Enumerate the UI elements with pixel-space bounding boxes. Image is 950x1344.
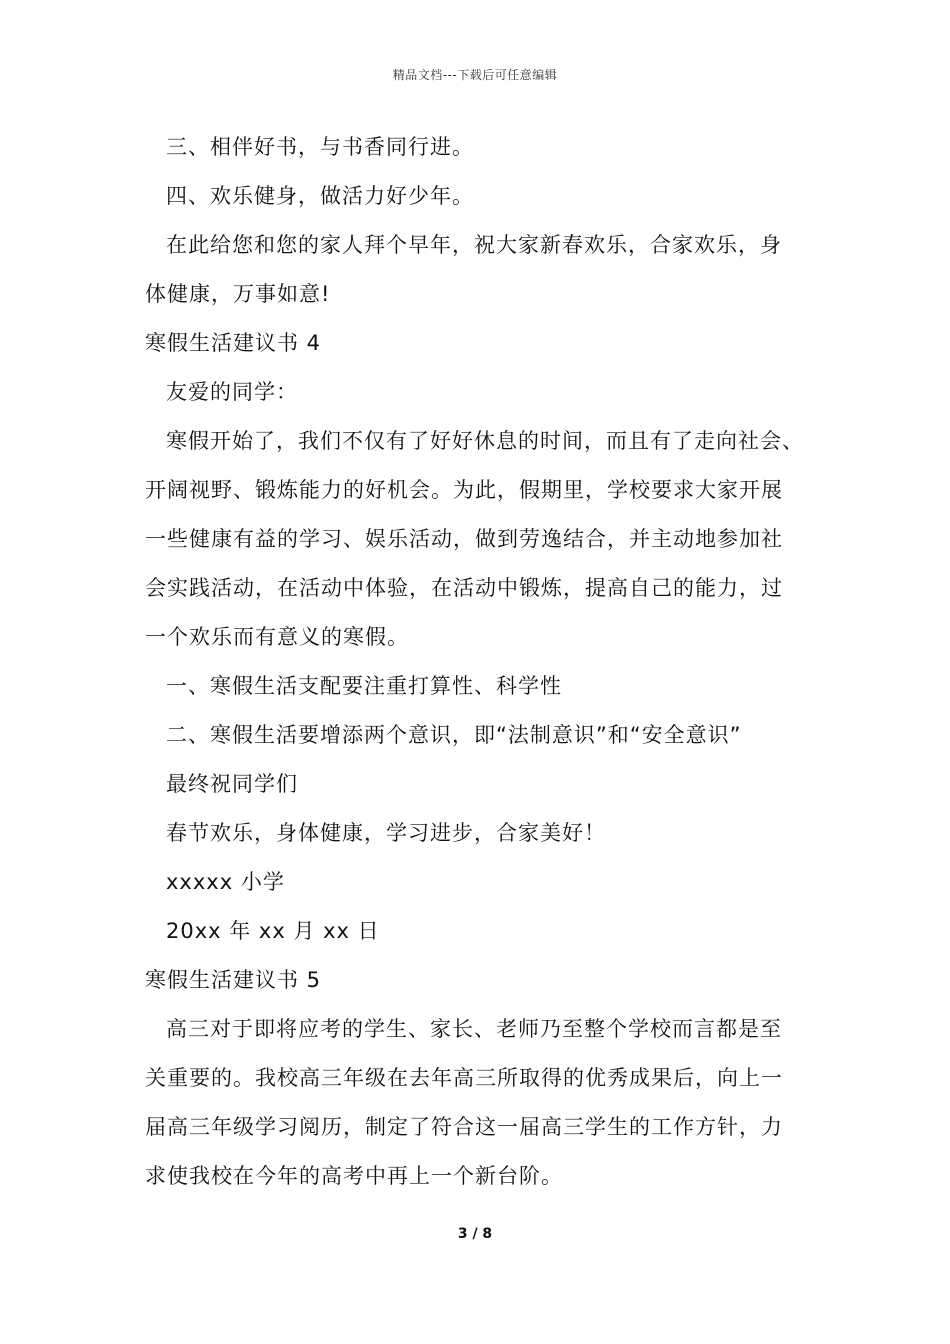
paragraph-line: 在此给您和您的家人拜个早年，祝大家新春欢乐，合家欢乐，身 (166, 233, 782, 257)
closing-line: 最终祝同学们 (166, 772, 298, 796)
salutation: 友爱的同学： (166, 380, 298, 404)
list-item: 三、相伴好书，与书香同行进。 (166, 135, 474, 159)
section-heading: 寒假生活建议书 5 (145, 968, 322, 992)
list-item: 四、欢乐健身，做活力好少年。 (166, 184, 474, 208)
paragraph-line: 一些健康有益的学习、娱乐活动，做到劳逸结合，并主动地参加社 (145, 527, 783, 551)
paragraph-line: 体健康，万事如意! (145, 282, 331, 306)
list-item: 二、寒假生活要增添两个意识，即“法制意识”和“安全意识” (166, 723, 742, 747)
paragraph-line: 求使我校在今年的高考中再上一个新台阶。 (145, 1164, 563, 1188)
paragraph-line: 寒假开始了，我们不仅有了好好休息的时间，而且有了走向社会、 (166, 429, 804, 453)
paragraph-line: 高三对于即将应考的学生、家长、老师乃至整个学校而言都是至 (166, 1017, 782, 1041)
signature-date: 20xx 年 xx 月 xx 日 (166, 919, 380, 943)
page-number: 3 / 8 (457, 1226, 493, 1242)
document-body (145, 128, 825, 1206)
paragraph-line: 开阔视野、锻炼能力的好机会。为此，假期里，学校要求大家开展 (145, 478, 783, 502)
page-header: 精品文档---下载后可任意编辑 (392, 68, 558, 82)
list-item: 一、寒假生活支配要注重打算性、科学性 (166, 674, 562, 698)
closing-line: 春节欢乐，身体健康，学习进步，合家美好！ (166, 821, 606, 845)
signature-school: xxxxx 小学 (166, 870, 285, 894)
paragraph-line: 一个欢乐而有意义的寒假。 (145, 625, 409, 649)
paragraph-line: 届高三年级学习阅历，制定了符合这一届高三学生的工作方针，力 (145, 1115, 783, 1139)
section-heading: 寒假生活建议书 4 (145, 331, 322, 355)
paragraph-line: 关重要的。我校高三年级在去年高三所取得的优秀成果后，向上一 (145, 1066, 783, 1090)
paragraph-line: 会实践活动，在活动中体验，在活动中锻炼，提高自己的能力，过 (145, 576, 783, 600)
